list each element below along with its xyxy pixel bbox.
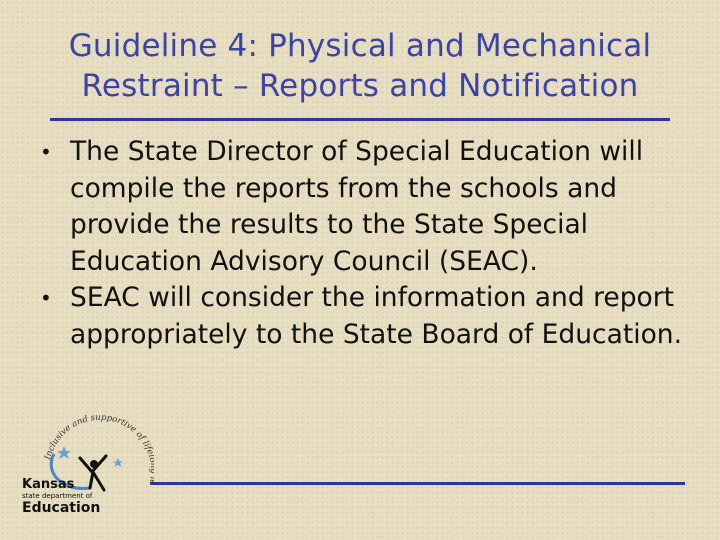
figure-with-stars-icon [14, 402, 154, 522]
footer-rule [150, 482, 685, 485]
bullet-list [36, 134, 696, 353]
logo-name-middle: state department of [22, 492, 93, 500]
bullet-dot: • [40, 140, 52, 164]
slide-title-line-2: Restraint – Reports and Notification [81, 68, 639, 104]
slide-title-line-1: Guideline 4: Physical and Mechanical [68, 28, 652, 64]
bullet-dot: • [40, 286, 52, 310]
kansas-education-logo [14, 402, 154, 522]
bullet-text: The State Director of Special Education will compile the reports from the schools and provide the results to the State Special Education Advisory Council (SEAC). [70, 136, 644, 277]
bullet-text: SEAC will consider the information and report appropriately to the State Board of Education. [70, 282, 683, 350]
logo-name-bottom: Education [22, 500, 101, 516]
slide-title [40, 26, 680, 106]
bullet-item [36, 134, 696, 280]
title-underline-rule [50, 118, 670, 121]
bullet-item [36, 280, 696, 353]
logo-tagline: Inclusive and supportive of lif [43, 412, 154, 461]
logo-name-top: Kansas [22, 477, 75, 492]
